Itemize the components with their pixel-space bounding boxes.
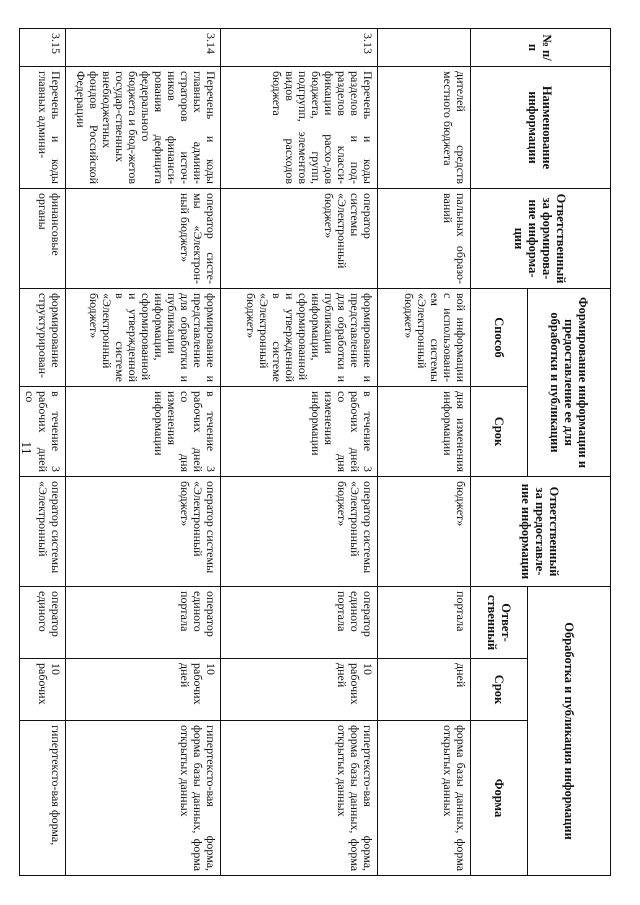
cell-resp-forming: пальных образо-ваний: [378, 189, 471, 289]
cell-method: формирование и представление для обработки и публикации информации, сформированной и утвержденной в системе «Электронный бюджет»: [66, 289, 221, 387]
cell-resp-provision: оператор системы «Электронный: [20, 477, 66, 587]
page-number: 11: [18, 441, 33, 455]
header-row-1: [528, 29, 611, 876]
cell-term: в течение 3 рабочих дней со дня изменения информации: [66, 387, 221, 477]
cell-method: формирование структурирован-: [20, 289, 66, 387]
cell-num: 3.15: [20, 29, 66, 67]
cell-num: 3.14: [66, 29, 221, 67]
cell-num: [378, 29, 471, 67]
processing-group-header: Обработка и публикация информации: [528, 587, 611, 876]
col-method-header: Способ: [471, 289, 528, 387]
information-table: [19, 28, 611, 876]
col-form-header: Форма: [471, 721, 528, 876]
cell-num: 3.13: [221, 29, 378, 67]
cell-form: гипертексто-вая форма, форма базы данных, форма открытых данных: [66, 721, 221, 876]
cell-term2: 10 рабочих: [20, 659, 66, 721]
cell-responsible: оператор единого портала: [221, 587, 378, 659]
cell-form: гипертексто-вая форма,: [20, 721, 66, 876]
table-row: [66, 29, 221, 876]
col-num-header: № п/п: [471, 29, 611, 67]
cell-name: Перечень и коды главных админи-страторов источ-ников финанси-рования дефицита федерального бюджета и бюд-жетов государ-ственных внебюджетных фондов Российской Федерации: [66, 67, 221, 189]
col-responsible-forming-header: Ответственный за формирова-ние информа-ции: [471, 189, 611, 289]
cell-resp-forming: финансовые органы: [20, 189, 66, 289]
cell-responsible: оператор единого: [20, 587, 66, 659]
cell-resp-provision: оператор системы «Электронный бюджет»: [221, 477, 378, 587]
cell-term: в течение 3 рабочих дней со дня изменения информации: [221, 387, 378, 477]
col-term2-header: Срок: [471, 659, 528, 721]
cell-resp-provision: оператор системы «Электронный бюджет»: [66, 477, 221, 587]
cell-resp-provision: бюджет»: [378, 477, 471, 587]
forming-group-header: Формирование информации и предоставление ее для обработки и публикации: [528, 289, 611, 477]
cell-term: дня изменения информации: [378, 387, 471, 477]
table-row: [20, 29, 66, 876]
table-row: [221, 29, 378, 876]
col-responsible-header: Ответ-ственный: [471, 587, 528, 659]
cell-responsible: оператор единого портала: [66, 587, 221, 659]
cell-resp-forming: оператор системы «Электронный бюджет»: [221, 189, 378, 289]
cell-term2: дней: [378, 659, 471, 721]
cell-method: формирование и представление для обработки и публикации информации, сформированной и утвержденной в системе «Электронный бюджет»: [221, 289, 378, 387]
cell-resp-forming: оператор систе-мы «Электрон-ный бюджет»: [66, 189, 221, 289]
cell-name: Перечень и коды разделов и под-разделов класси-фикации расхо-дов бюджета, групп, подгрупп, элементов видов расходов бюджета: [221, 67, 378, 189]
cell-term2: 10 рабочих дней: [66, 659, 221, 721]
cell-term: в течение 3 рабочих дней со: [20, 387, 66, 477]
table-row: [378, 29, 471, 876]
cell-name: дителей средств местного бюджета: [378, 67, 471, 189]
col-name-header: Наименование информации: [471, 67, 611, 189]
cell-name: Перечень и коды главных админи-: [20, 67, 66, 189]
cell-form: гипертексто-вая форма, форма базы данных, форма открытых данных: [221, 721, 378, 876]
cell-form: форма базы данных, форма открытых данных: [378, 721, 471, 876]
cell-term2: 10 рабочих дней: [221, 659, 378, 721]
col-term-header: Срок: [471, 387, 528, 477]
cell-method: вой информации с использовани-ем системы «Электронный бюджет»: [378, 289, 471, 387]
col-responsible-provision-header: Ответственный за предоставле-ние информации: [471, 477, 611, 587]
cell-responsible: портала: [378, 587, 471, 659]
